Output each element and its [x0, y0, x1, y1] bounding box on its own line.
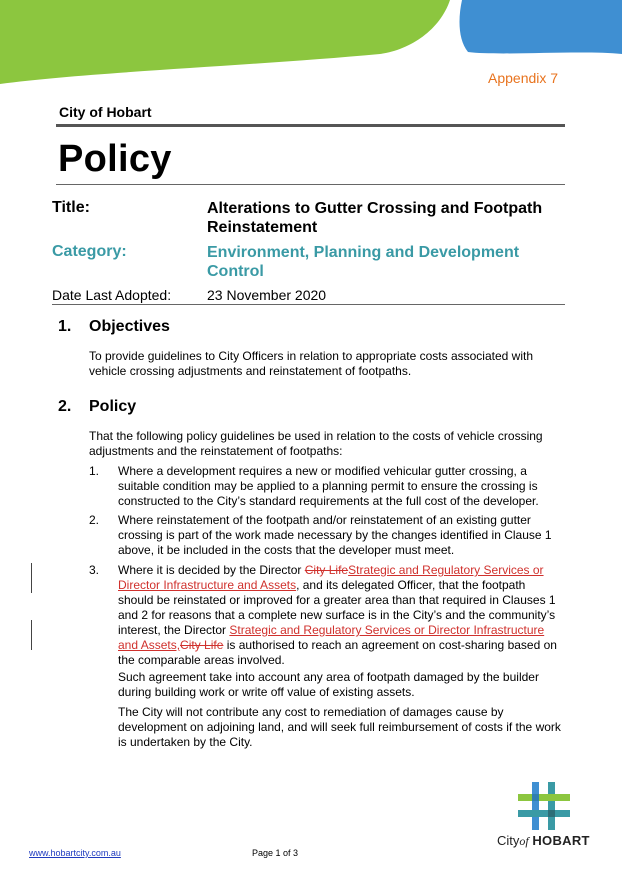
title-value: Alterations to Gutter Crossing and Footpath Reinstatement	[207, 200, 543, 236]
header-divider	[56, 124, 565, 127]
inserted-text: Strategic and Regulatory Services or Director Infrastructure and Assets,	[118, 623, 545, 652]
item-3-remediation-para: The City will not contribute any cost to remediation of damages cause by development on adjoining land, and will seek full reimbursement of costs if the work is undertaken by the City.	[118, 705, 561, 749]
date-label: Date Last Adopted:	[52, 287, 172, 303]
list-item-2-text: Where reinstatement of the footpath and/or reinstatement of an existing gutter crossing is part of the work made necessary by the changes identified in Clause 1 above, it be included in the costs that the developer must meet.	[118, 513, 552, 557]
category-value: Environment, Planning and Development Control	[207, 244, 520, 280]
category-label: Category:	[52, 243, 127, 260]
logo-city: City	[497, 833, 520, 848]
meta-divider	[52, 304, 565, 305]
section-1-heading: Objectives	[89, 318, 170, 335]
list-item-1-text: Where a development requires a new or modified vehicular gutter crossing, a suitable condition may be applied to a planning permit to ensure the crossing is constructed to the City’s standard requirements at the full cost of the developer.	[118, 464, 539, 508]
item-3-text-part: is authorised to reach an agreement on cost-sharing based on the comparable areas involved.	[118, 638, 557, 667]
website-link[interactable]: www.hobartcity.com.au	[29, 848, 121, 858]
inserted-text: Strategic and Regulatory Services or Director Infrastructure and Assets	[118, 563, 544, 592]
appendix-label: Appendix 7	[488, 70, 559, 86]
date-value: 23 November 2020	[207, 287, 327, 303]
list-item-3-text	[118, 563, 564, 668]
change-bar	[31, 620, 32, 650]
logo-wordmark	[497, 833, 590, 849]
item-3-text-part: Where it is decided by the Director	[118, 563, 305, 577]
section-2-intro: That the following policy guidelines be used in relation to the costs of vehicle crossing adjustments and the reinstatement of footpaths:	[89, 429, 543, 458]
list-item-3-number: 3.	[89, 563, 100, 577]
section-2-number: 2.	[58, 398, 72, 415]
organisation-name: City of Hobart	[59, 104, 152, 120]
list-item-1-number: 1.	[89, 464, 100, 478]
item-3-agreement-para: Such agreement take into account any area of footpath damaged by the builder during building work or write off value of existing assets.	[118, 670, 539, 699]
logo-hobart: HOBART	[532, 833, 590, 848]
section-2-heading: Policy	[89, 398, 137, 415]
item-3-text-part: , and its delegated Officer, that the footpath should be reinstated or improved for a greater area than that required in Clauses 1 and 2 for reasons that a complete new surface is in the City’s and the community’s interest, the Director	[118, 578, 556, 637]
list-item-2-number: 2.	[89, 513, 100, 527]
logo-of: of	[519, 834, 529, 848]
title-label: Title:	[52, 199, 90, 216]
title-divider	[56, 184, 565, 185]
section-1-body: To provide guidelines to City Officers in relation to appropriate costs associated with vehicle crossing adjustments and reinstatement of footpaths.	[89, 349, 534, 378]
change-bar	[31, 563, 32, 593]
section-1-number: 1.	[58, 318, 72, 335]
deleted-text: City Life	[304, 563, 349, 577]
page-title: Policy	[58, 138, 172, 180]
city-of-hobart-logo-icon	[518, 782, 570, 830]
deleted-text: City Life	[180, 638, 224, 652]
page-number: Page 1 of 3	[252, 848, 299, 858]
